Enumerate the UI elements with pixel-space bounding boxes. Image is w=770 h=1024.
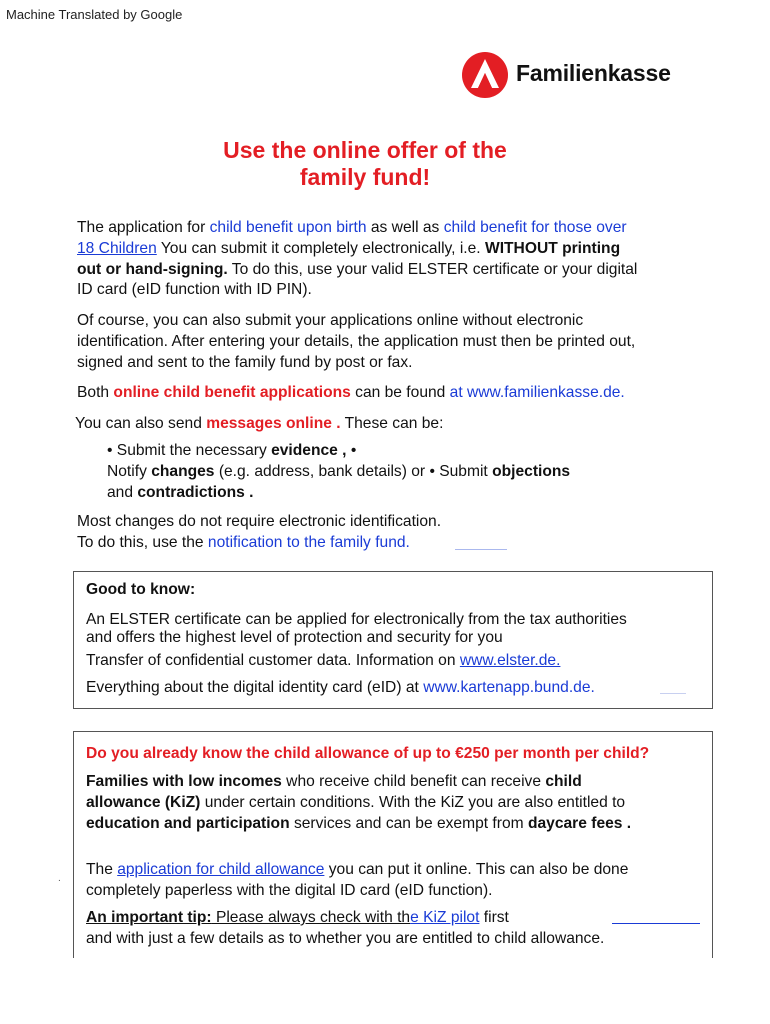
text: • Submit the necessary (107, 442, 272, 459)
box-text (86, 859, 706, 901)
text-line (86, 907, 706, 928)
intro-line-1 (77, 218, 727, 239)
list-item (107, 483, 707, 504)
child-allowance-application-link[interactable]: application for child allowance (117, 861, 325, 878)
text: as well as (366, 219, 444, 236)
text: To do this, use the (77, 533, 208, 551)
familienkasse-link[interactable]: at www.familienkasse.de. (445, 384, 625, 401)
page-title-line-2: family fund! (299, 164, 431, 190)
emphasis: out or hand-signing. (77, 260, 228, 278)
machine-translation-notice: Machine Translated by Google (6, 7, 183, 22)
box-text (86, 771, 706, 834)
text: can be found (350, 384, 446, 401)
familienkasse-logo-icon (462, 52, 508, 98)
text: under certain conditions. With the KiZ you are also entitled to (200, 794, 626, 811)
emphasis: Families with low incomes (86, 773, 282, 790)
text-line (86, 859, 706, 880)
brand-name: Familienkasse (516, 60, 671, 86)
text-line (86, 792, 706, 813)
child-benefit-over-18-link[interactable]: child benefit for those over (443, 219, 627, 236)
text-line: signed and sent to the family fund by post or fax. (77, 353, 413, 371)
child-benefit-over-18-link-cont[interactable]: 18 Children (77, 239, 157, 257)
text: The application for (77, 219, 210, 236)
emphasis-red: messages online . (206, 415, 341, 432)
kiz-pilot-link[interactable]: e KiZ pilot (410, 909, 480, 926)
text: Notify (107, 462, 152, 480)
text: (e.g. address, bank details) or • Submit (214, 462, 493, 480)
bullet: • (350, 442, 357, 459)
emphasis: evidence , (271, 442, 351, 459)
emphasis: education and participation (86, 815, 290, 832)
text: Transfer of confidential customer data. Information on (86, 652, 460, 669)
page-title-line-1: Use the online offer of the (223, 137, 507, 163)
box-line: An ELSTER certificate can be applied for electronically from the tax authorities (86, 611, 627, 628)
text: first (479, 909, 509, 926)
emphasis: contradictions . (137, 483, 254, 501)
emphasis: child (545, 773, 582, 790)
link-underline (612, 923, 700, 924)
elster-link[interactable]: www.elster.de. (459, 652, 561, 669)
text: Both (77, 384, 114, 401)
stray-dot: . (58, 873, 61, 884)
box-title: Good to know: (86, 581, 196, 598)
good-to-know-box (73, 571, 713, 709)
emphasis: allowance (KiZ) (86, 794, 201, 811)
kartenapp-link[interactable]: www.kartenapp.bund.de. (423, 679, 595, 696)
list-item (107, 462, 707, 483)
text: You can submit it completely electronically, i.e. (156, 239, 485, 257)
text: you can put it online. This can also be done (324, 861, 629, 878)
text: Please always check with th (211, 909, 411, 926)
intro-line-4: ID card (eID function with ID PIN). (77, 281, 312, 299)
emphasis: daycare fees . (527, 815, 632, 832)
text: To do this, use your valid ELSTER certificate or your digital (227, 260, 638, 278)
text-line: Most changes do not require electronic identification. (77, 513, 442, 530)
link-underline (660, 693, 686, 694)
text-line (86, 771, 706, 792)
intro-paragraph (77, 218, 727, 301)
box-title: Do you already know the child allowance of up to €250 per month per child? (86, 745, 650, 762)
link-underline (455, 549, 507, 550)
message-types-list (107, 441, 707, 503)
text-line (86, 813, 706, 834)
intro-line-2 (77, 239, 727, 260)
text-line: and with just a few details as to whether you are entitled to child allowance. (86, 930, 605, 947)
emphasis-red: online child benefit applications (113, 384, 351, 401)
paper-option-paragraph (77, 311, 727, 373)
child-benefit-birth-link[interactable]: child benefit upon birth (209, 219, 367, 236)
text-line: Of course, you can also submit your applications online without electronic (77, 312, 584, 329)
text-line (77, 533, 727, 554)
box-line: and offers the highest level of protection and security for you (86, 629, 503, 646)
box-line (86, 651, 706, 670)
text: These can be: (340, 415, 444, 432)
text: and (107, 483, 138, 501)
notification-paragraph (77, 512, 727, 554)
text: Everything about the digital identity card (eID) at (86, 679, 424, 696)
emphasis: WITHOUT printing (484, 239, 621, 257)
online-applications-paragraph (77, 383, 727, 404)
text: who receive child benefit can receive (281, 773, 546, 790)
emphasis: objections (492, 462, 571, 480)
messages-paragraph (75, 414, 725, 435)
text: services and can be exempt from (289, 815, 528, 832)
page-title (180, 137, 550, 191)
emphasis: changes (151, 462, 215, 480)
text-line: completely paperless with the digital ID card (eID function). (86, 882, 493, 899)
list-item (107, 441, 707, 462)
box-line (86, 678, 706, 697)
text: The (86, 861, 118, 878)
notification-link[interactable]: notification to the family fund. (207, 533, 410, 551)
emphasis: An important tip: (86, 909, 212, 926)
box-text (86, 907, 706, 949)
text-line: identification. After entering your details, the application must then be printed out, (77, 332, 636, 350)
intro-line-3 (77, 260, 727, 281)
text: You can also send (75, 415, 207, 432)
